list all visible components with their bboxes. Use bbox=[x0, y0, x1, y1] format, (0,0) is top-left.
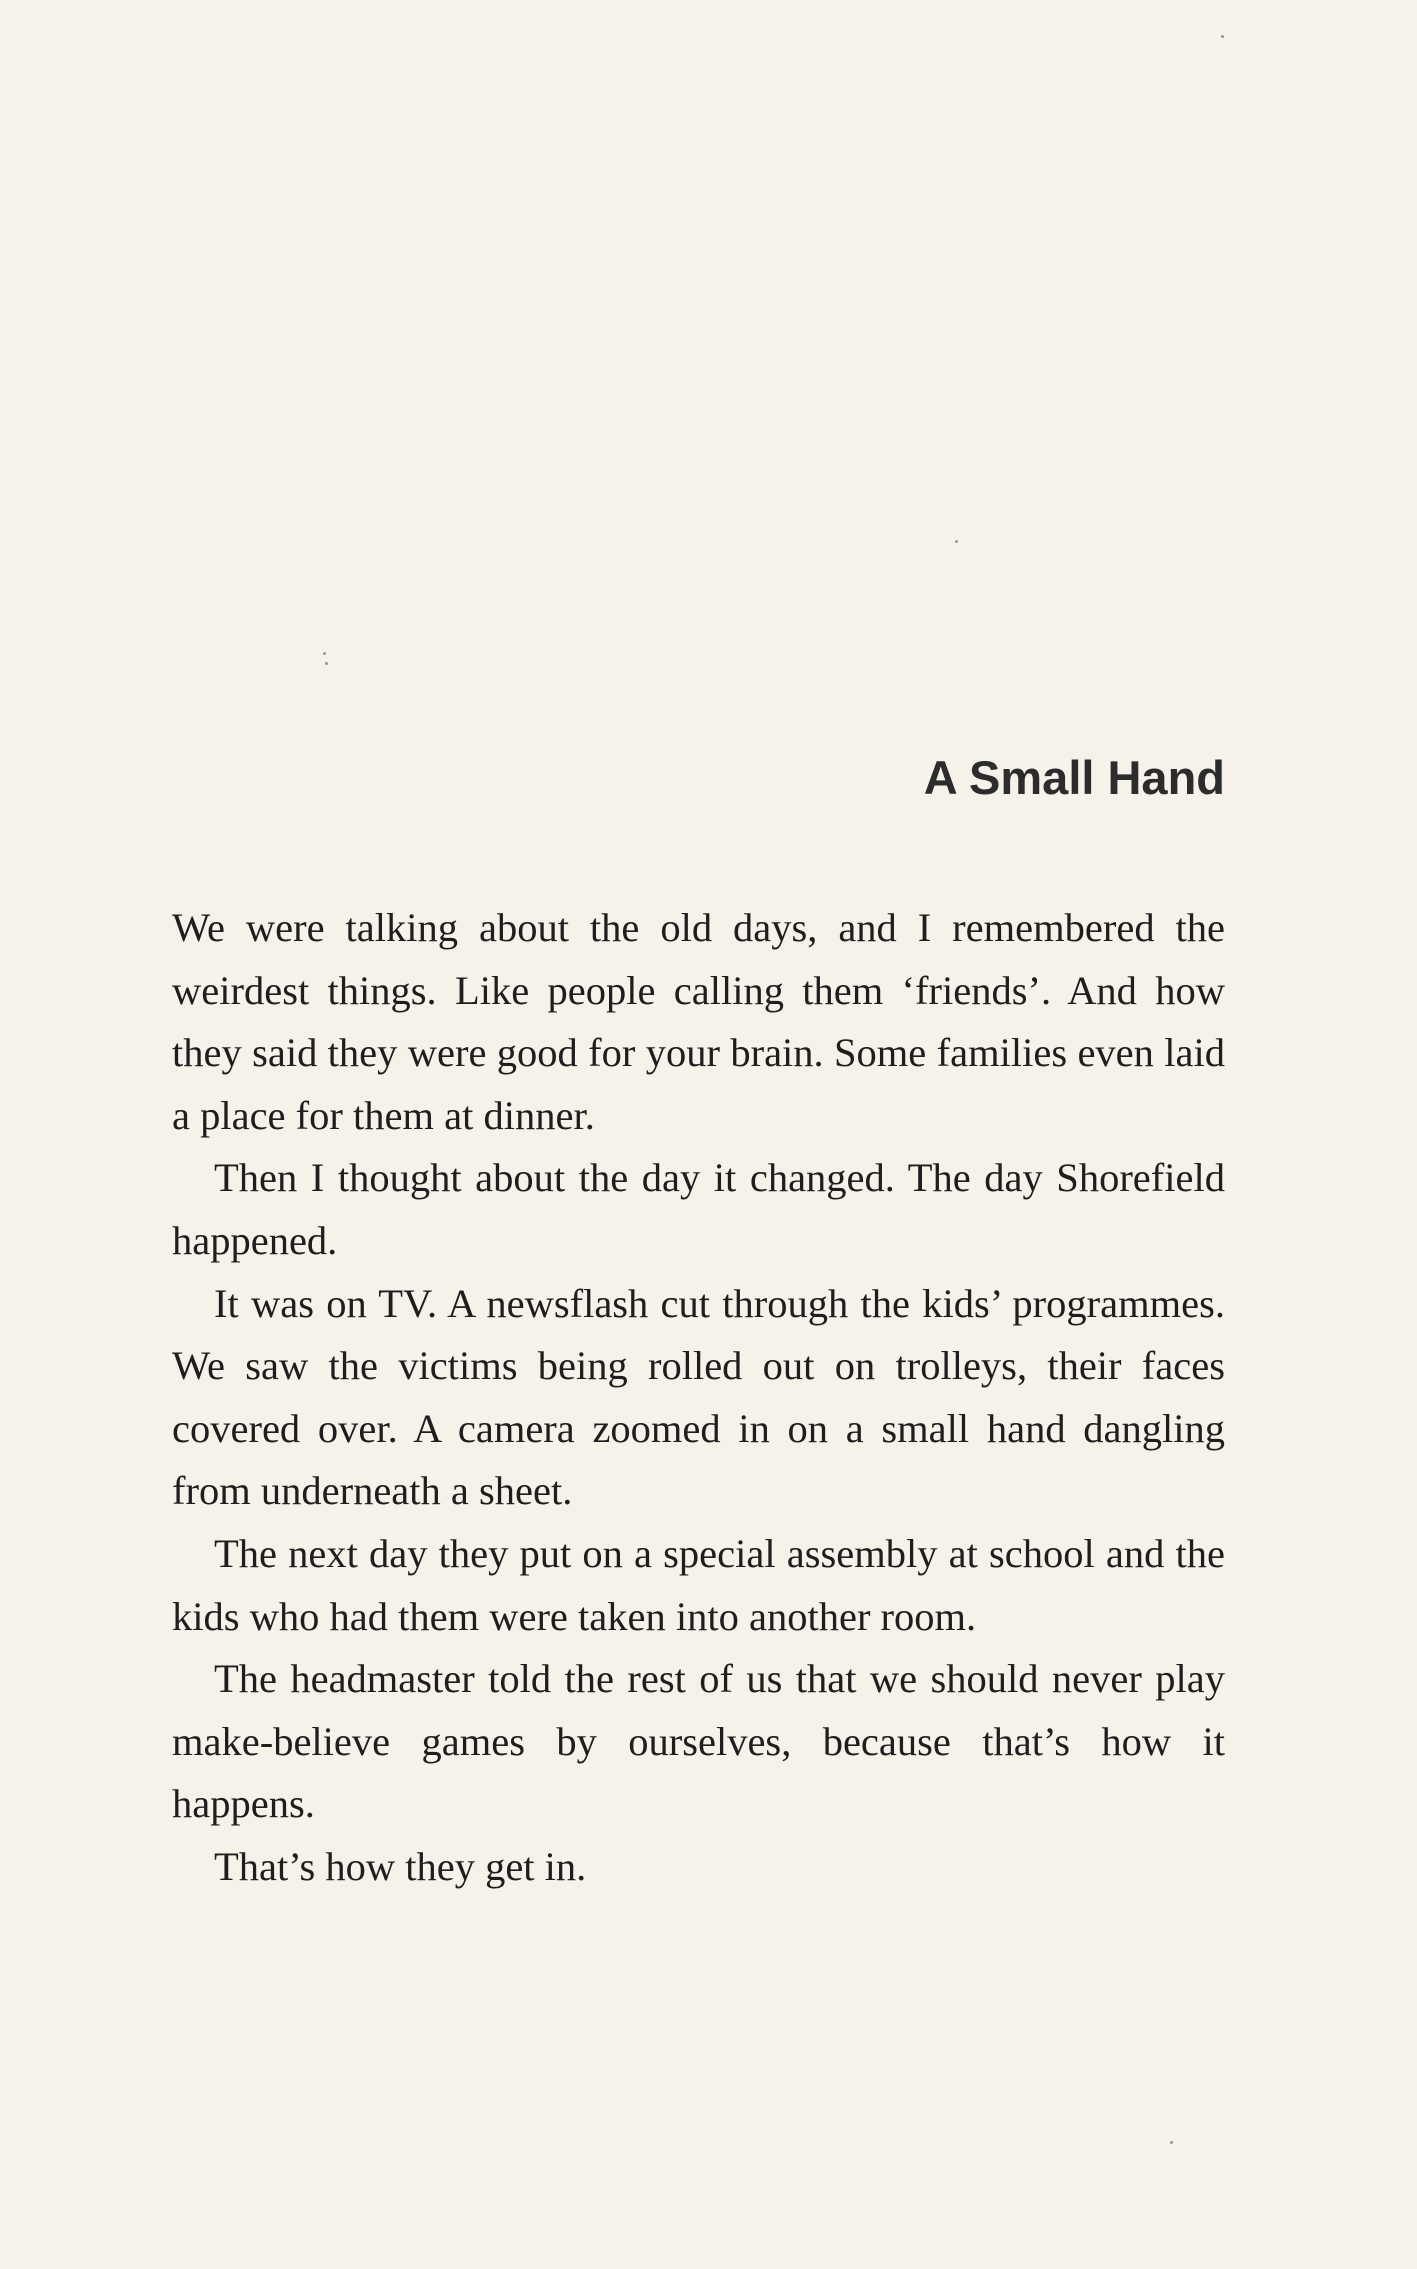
paper-speck bbox=[1170, 2141, 1173, 2144]
paragraph-6: That’s how they get in. bbox=[214, 1843, 587, 1889]
paper-speck bbox=[323, 652, 326, 655]
paragraph-5: The headmaster told the rest of us that we should never play make-believe games by ourselves, because that’s how it happens. bbox=[172, 1656, 1225, 1827]
paper-speck bbox=[955, 540, 958, 543]
story-body bbox=[172, 897, 1225, 1899]
paragraph-4: The next day they put on a special assembly at school and the kids who had them were taken into another room. bbox=[172, 1530, 1225, 1639]
paragraph-3: It was on TV. A newsflash cut through the kids’ programmes. We saw the victims being rolled out on trolleys, their faces covered over. A camera zoomed in on a small hand dangling from underneath a sheet. bbox=[172, 1280, 1225, 1514]
paragraph-2: Then I thought about the day it changed. The day Shorefield happened. bbox=[172, 1155, 1225, 1263]
chapter-title: A Small Hand bbox=[923, 751, 1225, 804]
paper-speck bbox=[1221, 35, 1224, 38]
paragraph-1: We were talking about the old days, and I remembered the weirdest things. Like people calling them ‘friends’. And how they said they were good for your brain. Some families even laid a place for them at dinner. bbox=[172, 905, 1225, 1138]
paper-speck bbox=[325, 662, 328, 665]
